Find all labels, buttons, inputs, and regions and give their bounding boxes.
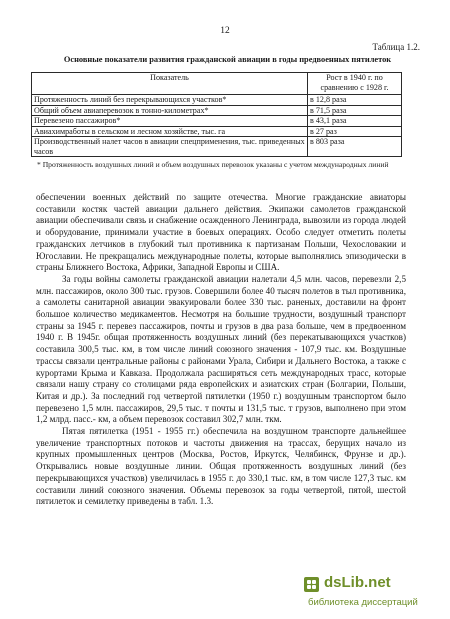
- table-cell-indicator: Общий объем авиаперевозок в тонно-километрах*: [32, 105, 308, 116]
- table-cell-indicator: Авиахимработы в сельском и лесном хозяйстве, тыс. га: [32, 126, 308, 137]
- paragraph: За годы войны самолеты гражданской авиации налетали 4,5 млн. часов, перевезли 2,5 млн. пассажиров, около 300 тыс. грузов. Совершили более 40 тысяч полетов в тыл противника, а самолеты санитарной авиации эвакуировали более 330 тыс. раненых, доставили на фронт большое количество медикаментов. Несмотря на большие трудности, воздушный транспорт страны за 1945 г. перевез пассажиров, почты и грузов в два раза больше, чем в предвоенном 1940 г. В 1945г. общая протяженность воздушных линий (без перекатывающихся участков) составила 300,5 тыс. км, в том числе линий союзного значения - 107,9 тыс. км. Воздушные трассы связали центральные районы с районами Урала, Сибири и Дальнего Востока, а также с курортами Крыма и Кавказа. Продолжала расширяться сеть международных трасс, которые связали нашу страну со столицами ряда европейских и азиатских стран (Болгарии, Польши, Китая и др.). За последний год четвертой пятилетки (1950 г.) воздушным транспортом было перевезено 1,5 млн. пассажиров, 29,5 тыс. т почты и 131,5 тыс. т грузов, выполнено при этом 1,2 млрд. пасс.- км, а объем перевозок составил 302,7 млн. ткм.: [36, 273, 406, 425]
- table-row: [32, 105, 402, 116]
- body-text: [36, 192, 406, 508]
- table-cell-growth: в 71,5 раза: [308, 105, 402, 116]
- table-label: Таблица 1.2.: [372, 42, 420, 52]
- statistics-table: [31, 72, 402, 157]
- paragraph: Пятая пятилетка (1951 - 1955 гг.) обеспечила на воздушном транспорте дальнейшее увеличение транспортных потоков и частоты движения на трассах, берущих начало из крупных промышленных центров (Москва, Ростов, Иркутск, Челябинск, Фрунзе и др.). Открывались новые воздушные линии. Общая протяженность воздушных линий (без перекрывающихся участков) увеличилась в 1955 г. до 330,1 тыс. км, в том числе 127,3 тыс. км составили линий союзного значения. Объемы перевозок за годы четвертой, пятой, шестой пятилеток и семилетку приведены в табл. 1.3.: [36, 426, 406, 507]
- table-cell-growth: в 803 раза: [308, 137, 402, 157]
- table-cell-indicator: Производственный налет часов в авиации спецприменения, тыс. приведенных часов: [32, 137, 308, 157]
- dslib-logo-icon: [304, 577, 319, 592]
- watermark-subtitle: библиотека диссертаций: [308, 597, 418, 608]
- page-number: 12: [220, 26, 230, 36]
- table-header-cell: Рост в 1940 г. по сравнению с 1928 г.: [308, 73, 402, 95]
- table-row: [32, 126, 402, 137]
- table-row: [32, 95, 402, 106]
- table-cell-growth: в 43,1 раза: [308, 116, 402, 127]
- dslib-watermark[interactable]: [304, 573, 436, 615]
- table-header-cell: Показатель: [32, 73, 308, 95]
- table-cell-indicator: Перевезено пассажиров*: [32, 116, 308, 127]
- table-header-row: [32, 73, 402, 95]
- table-footnote: * Протяженность воздушных линий и объем воздушных перевозок указаны с учетом международных линий: [37, 160, 389, 169]
- watermark-name: dsLib.net: [324, 574, 391, 591]
- table-title: Основные показатели развития гражданской авиации в годы предвоенных пятилеток: [63, 55, 392, 64]
- table-row: [32, 137, 402, 157]
- table-cell-growth: в 27 раз: [308, 126, 402, 137]
- paragraph: обеспечении военных действий по защите отечества. Многие гражданские авиаторы составили костяк частей авиации дальнего действия. Экипажи самолетов гражданской авиации обеспечивали связь и снабжение осажденного Ленинграда, вывозили из города людей и оборудование, принимали участие в боевых операциях. Особо следует отметить полеты гражданских летчиков в глубокий тыл противника к партизанам Польши, Чехословакии и Югославии. Не прекращались международные полеты, которые выполнялись эпизодически в страны Ближнего Востока, Африки, Западной Европы и США.: [36, 192, 406, 273]
- table-cell-indicator: Протяженность линий без перекрывающихся участков*: [32, 95, 308, 106]
- table-cell-growth: в 12,8 раза: [308, 95, 402, 106]
- table-row: [32, 116, 402, 127]
